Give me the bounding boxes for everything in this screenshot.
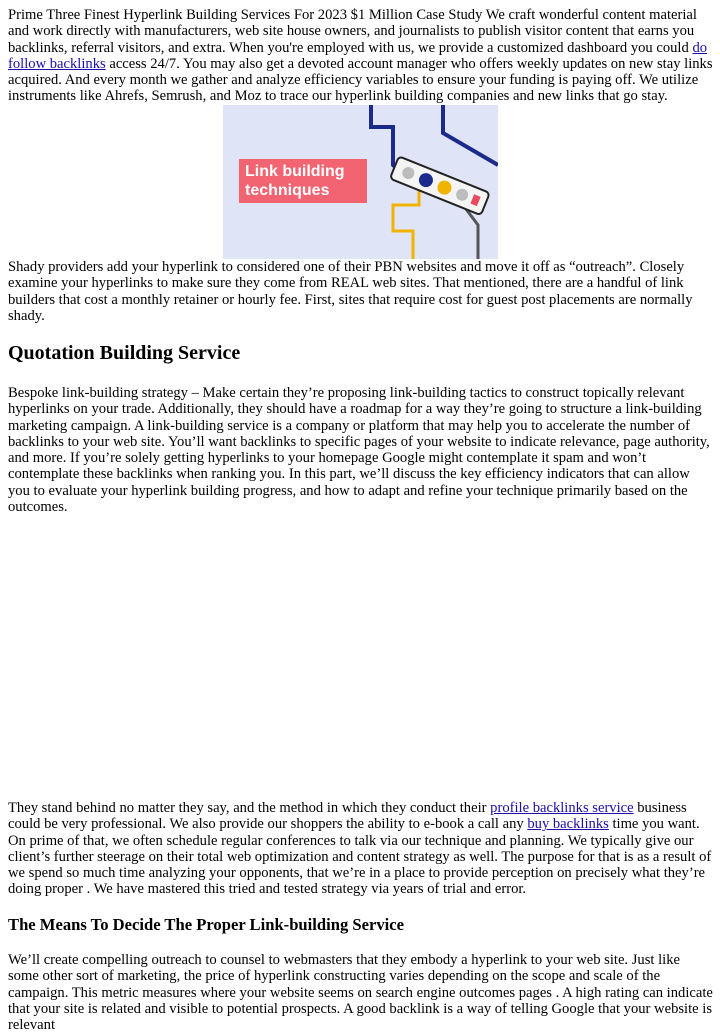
choose-service-heading: The Means To Decide The Proper Link-building Service [8,915,404,934]
professional-text-3: time you want. On prime of that, we often schedule regular conferences to talk via our technique and planning. We typically give our client’s further steerage on their total web optimization and content strategy as well. The purpose for that is as a result of we spend so much time analyzing your opponents, that we’re in a place to provide perception on precisely what they’re doing proper . We have mastered this tried and tested strategy via years of trial and error. [8,816,712,898]
do-follow-backlinks-link[interactable]: do follow backlinks [8,39,708,72]
intro-text-start: Prime Three Finest Hyperlink Building Services For 2023 $1 Million Case Study We craft wonderful content material and work directly with manufacturers, web site house owners, and journalists to publish visitor content that earns you backlinks, referral visitors, and extra. When you're employed with us, we provide a customized dashboard you could [8,7,697,56]
hero-title-line-1: Link building [245,163,345,180]
outreach-paragraph: We’ll create compelling outreach to counsel to webmasters that they embody a hyperlink to your web site. Just like some other sort of marketing, the price of hyperlink constructing varies depending on the scope and scale of the campaign. This metric measures where your website seems on search engine outcomes pages . A high rating can indicate that your site is related and visible to potential prospects. A good backlink is a way of telling Google that your website is relevant [8,952,713,1033]
shady-providers-paragraph: Shady providers add your hyperlink to considered one of their PBN websites and move it off as “outreach”. Closely examine your hyperlinks to make sure they come from REAL web sites. That mentioned, there are a handful of link builders that cost a monthly retainer or hourly fee. First, sites that require cost for guest post placements are normally shady. [8,259,693,324]
hero-title-line-2: techniques [245,182,330,199]
intro-paragraph [8,7,714,105]
quotation-heading: Quotation Building Service [8,342,241,364]
professional-service-paragraph [8,800,714,898]
bespoke-strategy-paragraph: Bespoke link-building strategy – Make certain they’re proposing link-building tactics to construct topically relevant hyperlinks on your trade. Additionally, they should have a roadmap for a way they’re going to structure a link-building marketing campaign. A link-building service is a company or platform that may help you to accelerate the number of backlinks to your web site. You’ll want backlinks to specific pages of your website to indicate relevance, page authority, and more. If you’re solely getting hyperlinks to your homepage Google might contemplate it spam and won’t contemplate these backlinks when ranking you. In this part, we’ll discuss the key efficiency indicators that can allow you to evaluate your hyperlink building progress, and how to adapt and refine your technique primarily based on the outcomes. [8,385,710,516]
buy-backlinks-link[interactable]: buy backlinks [527,816,609,833]
hero-title-label [239,159,367,203]
intro-text-end: access 24/7. You may also get a devoted account manager who offers weekly updates on new stay links acquired. And every month we gather and analyze efficiency variables to ensure your funding is paying off. We utilize instruments like Ahrefs, Semrush, and Moz to trace our hyperlink building companies and new links that go stay. [8,55,713,105]
yellow-cable [393,183,419,259]
professional-text-1: They stand behind no matter they say, and the method in which they conduct their [8,800,491,816]
link-building-hero-image [223,105,498,259]
blue-cable-right [443,105,498,165]
professional-text-2: business could be very professional. We also provide our shoppers the ability to e-book a call any [8,800,687,833]
profile-backlinks-service-link[interactable]: profile backlinks service [490,800,634,816]
